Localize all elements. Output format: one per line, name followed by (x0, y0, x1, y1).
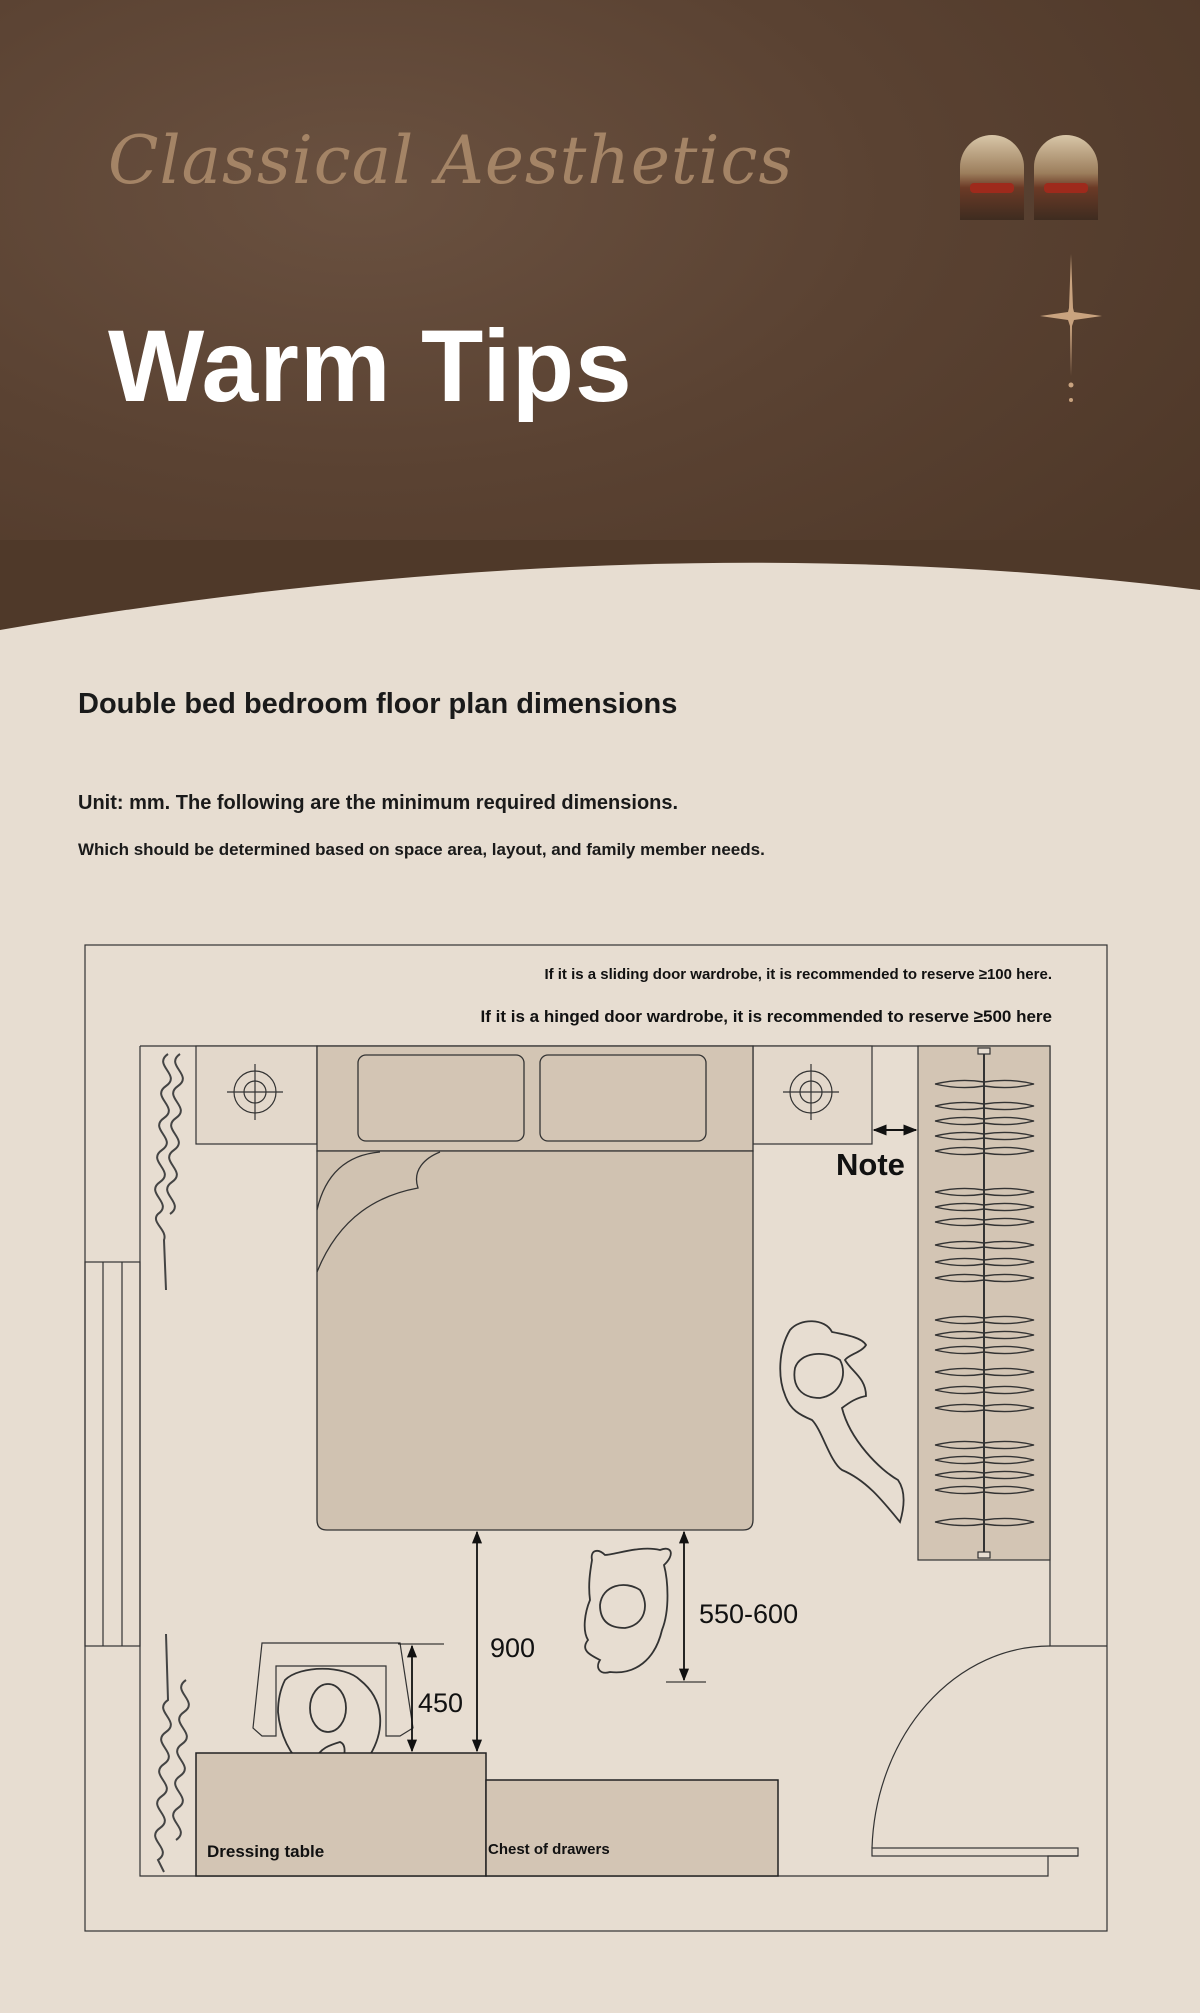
sliding-note: If it is a sliding door wardrobe, it is recommended to reserve ≥100 here. (544, 966, 1052, 983)
wardrobe (918, 1046, 1050, 1560)
double-bed (317, 1046, 753, 1530)
chest-of-drawers (486, 1780, 778, 1876)
script-title: Classical Aesthetics (108, 122, 794, 199)
dim-label-900: 900 (490, 1633, 536, 1663)
section-heading: Double bed bedroom floor plan dimensions (78, 688, 678, 720)
curtain-top (155, 1054, 183, 1290)
door (872, 1646, 1078, 1856)
person-figure-wardrobe (780, 1321, 903, 1522)
dim-label-450: 450 (418, 1688, 464, 1718)
unit-note: Unit: mm. The following are the minimum required dimensions. (78, 792, 679, 814)
page-title: Warm Tips (108, 309, 633, 423)
nightstand-right (753, 1046, 872, 1144)
note-label: Note (836, 1147, 905, 1182)
dim-label-walkway: 550-600 (699, 1599, 799, 1629)
nightstand-left (196, 1046, 317, 1144)
window (85, 1262, 140, 1646)
curtain-bottom (155, 1634, 189, 1872)
chair (253, 1643, 413, 1736)
hinged-note: If it is a hinged door wardrobe, it is recommended to reserve ≥500 here (480, 1007, 1052, 1026)
person-figure-walkway (585, 1549, 671, 1673)
determine-note: Which should be determined based on space area, layout, and family member needs. (78, 840, 765, 859)
chest-label: Chest of drawers (488, 1841, 610, 1858)
dressing-table-label: Dressing table (207, 1842, 325, 1861)
